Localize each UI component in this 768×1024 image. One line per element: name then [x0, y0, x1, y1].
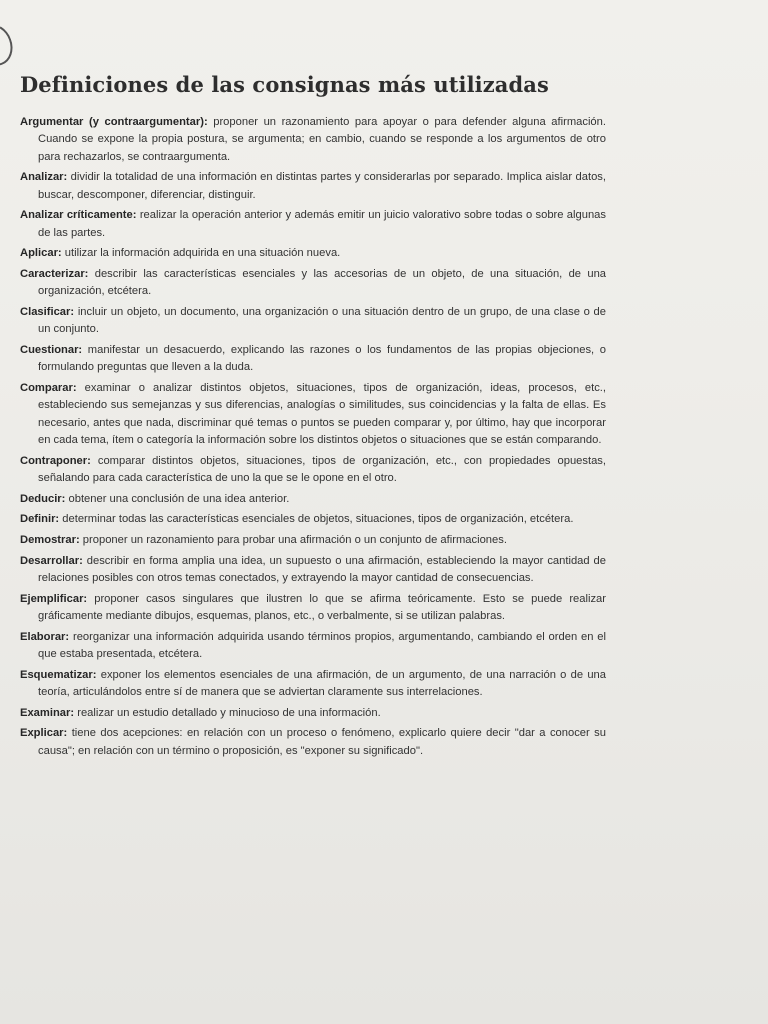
definition-text: exponer los elementos esenciales de una afirmación, de un argumento, de una narración o de una teoría, articulándolos entre sí de manera que se adviertan claramente sus interrelaciones. — [38, 668, 607, 698]
term: Analizar: — [20, 171, 68, 184]
term: Caracterizar: — [20, 268, 89, 280]
definition-text: utilizar la información adquirida en una situación nueva. — [64, 247, 341, 260]
term: Clasificar: — [20, 306, 75, 318]
definition-deducir — [20, 491, 606, 508]
definition-explicar — [20, 725, 606, 760]
term: Argumentar (y contraargumentar): — [20, 116, 208, 128]
definition-demostrar — [20, 532, 606, 549]
definition-text: dividir la totalidad de una información en distintas partes y considerarlas por separado. Implica aislar datos, buscar, descomponer, diferenciar, distinguir. — [38, 171, 607, 201]
page-title: Definiciones de las consignas más utilizadas — [20, 72, 549, 97]
definition-text: describir las características esenciales y las accesorias de un objeto, de una situación, de una organización, etcétera. — [38, 268, 607, 298]
definition-elaborar — [20, 629, 606, 664]
definition-text: proponer un razonamiento para probar una afirmación o un conjunto de afirmaciones. — [82, 534, 507, 546]
definition-esquematizar — [20, 667, 606, 702]
definition-examinar — [20, 705, 606, 722]
definition-definir — [20, 511, 606, 528]
definition-text: determinar todas las características esenciales de objetos, situaciones, tipos de organización, etcétera. — [62, 513, 574, 526]
definition-caracterizar — [20, 266, 606, 301]
term: Desarrollar: — [20, 554, 83, 567]
term: Comparar: — [20, 382, 77, 394]
term: Cuestionar: — [20, 344, 83, 356]
document-body — [20, 72, 606, 763]
definition-analizar — [20, 169, 606, 204]
definition-clasificar — [20, 304, 606, 339]
definition-text: proponer un razonamiento para apoyar o para defender alguna afirmación. Cuando se expone la propia postura, se argumenta; en cambio, cuando se responde a los argumentos de otro para rechazarlos, se contraargumenta. — [38, 116, 606, 163]
definition-text: incluir un objeto, un documento, una organización o una situación dentro de un grupo, de una clase o de un conjunto. — [38, 306, 606, 336]
definition-comparar — [20, 380, 606, 450]
term: Elaborar: — [20, 630, 70, 643]
term: Examinar: — [20, 706, 75, 719]
definition-text: reorganizar una información adquirida usando términos propios, argumentando, cambiando el orden en el que estaba presentada, etcétera. — [38, 630, 606, 660]
term: Ejemplificar: — [20, 592, 88, 605]
definition-text: proponer casos singulares que ilustren lo que se afirma teóricamente. Esto se puede realizar gráficamente mediante dibujos, esquemas, planos, etc., o verbalmente, si se utilizan palabras. — [38, 592, 606, 622]
term: Analizar críticamente: — [20, 209, 137, 222]
term: Deducir: — [20, 492, 66, 505]
definition-contraponer — [20, 453, 606, 488]
definition-text: tiene dos acepciones: en relación con un proceso o fenómeno, explicarlo quiere decir "dar a conocer su causa"; en relación con un término o proposición, es "exponer su significado". — [38, 727, 606, 757]
definition-text: obtener una conclusión de una idea anterior. — [68, 492, 290, 505]
term: Aplicar: — [20, 247, 62, 260]
definition-cuestionar — [20, 342, 606, 377]
term: Demostrar: — [20, 534, 80, 546]
definition-aplicar — [20, 245, 606, 262]
definition-argumentar — [20, 114, 606, 166]
definition-text: realizar la operación anterior y además emitir un juicio valorativo sobre todas o sobre algunas de las partes. — [38, 209, 606, 239]
definition-analizar-criticamente — [20, 207, 606, 242]
term: Contraponer: — [20, 454, 91, 467]
definition-text: manifestar un desacuerdo, explicando las razones o los fundamentos de las propias objeciones, o formulando preguntas que lleven a la duda. — [38, 344, 606, 374]
definitions-list — [20, 114, 606, 760]
page-edge-mark — [0, 19, 18, 70]
term: Esquematizar: — [20, 668, 97, 681]
definition-desarrollar — [20, 553, 606, 588]
definition-ejemplificar — [20, 591, 606, 626]
definition-text: realizar un estudio detallado y minucioso de una información. — [77, 706, 381, 719]
term: Definir: — [20, 513, 60, 526]
definition-text: comparar distintos objetos, situaciones, tipos de organización, etc., con propiedades opuestas, señalando para cada característica de uno la que se le opone en el otro. — [38, 454, 607, 485]
definition-text: examinar o analizar distintos objetos, situaciones, tipos de organización, ideas, procesos, etc., estableciendo sus semejanzas y sus diferencias, analogías o similitudes, sus coincidencias y la falta de ellas. Es necesario, antes que nada, discriminar qué temas o puntos se pueden comparar y, por último, hay que incorporar en cada tema, ítem o categoría la información sobre los distintos objetos o situaciones que se están comparando. — [38, 382, 607, 447]
term: Explicar: — [20, 727, 68, 740]
definition-text: describir en forma amplia una idea, un supuesto o una afirmación, estableciendo la mayor cantidad de relaciones posibles con otros temas conectados, y extrayendo la mayor cantidad de consecuencias. — [38, 554, 606, 584]
